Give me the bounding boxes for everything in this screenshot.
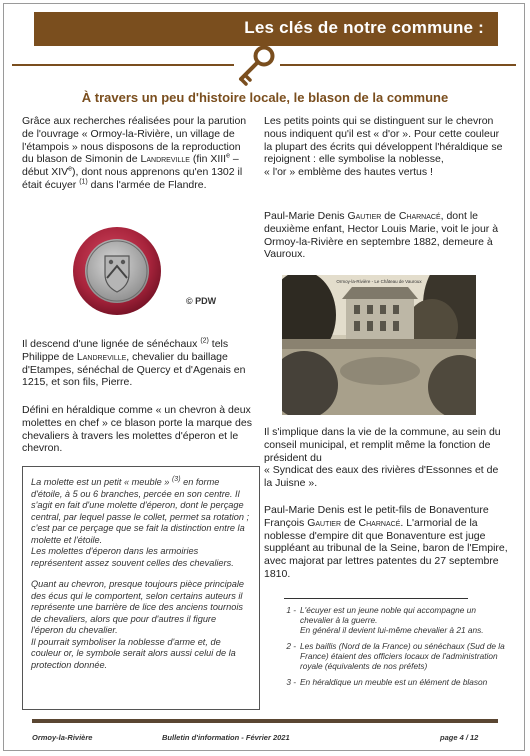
footer-page-number: page 4 / 12 (440, 733, 479, 742)
left-paragraph-3: Défini en héraldique comme « un chevron à deux molettes en chef » ce blason porte la marque des chevaliers à travers les molettes d'éperon et le chevron. (22, 404, 252, 455)
photo-credit: © PDW (186, 296, 217, 306)
divider-left (12, 64, 234, 66)
section-subtitle: À travers un peu d'histoire locale, le blason de la commune (81, 90, 449, 105)
left-paragraph-1: Grâce aux recherches réalisées pour la parution de l'ouvrage « Ormoy-la-Rivière, un village de l'étampois » nous disposons de la reproduction du blason de Simonin de Landreville (fin XIIIe – début XIVe), dont nous apprenons qu'en 1302 il était écuyer $^{(1)}$ dans l'armée de Flandre. (22, 115, 247, 191)
left-paragraph-2: Il descend d'une lignée de sénéchaux $^{(2)}$ tels Philippe de Landreville, chevalier du baillage d'Etampes, sénéchal de Quercy et d'Agenais en 1215, et son fils, Pierre. (22, 337, 246, 389)
right-paragraph-3: Il s'implique dans la vie de la commune, au sein du conseil municipal, et remplit même la fonction de président du « Syndicat des eaux des rivières d'Essonnes et de la Juisne ». (264, 426, 501, 490)
right-paragraph-2: Paul-Marie Denis Gautier de Charnacé, dont le deuxième enfant, Hector Louis Marie, voit le jour à Ormoy-la-Rivière en septembre 1882, demeure à Vauroux. (264, 210, 499, 261)
photo-caption: Ormoy-la-Rivière - Le Château de Vauroux (336, 279, 422, 284)
heraldry-explanation-box: La molette est un petit « meuble » $^{(3)}$ en forme d'étoile, à 5 ou 6 branches, percée en son centre. Il s'agit en fait d'une molette d'éperon, dont le perçage central, par lequel passe le collet, permet sa rotation ; c'est par ce perçage que se fait la distinction entre la molette et l'étoile. Les molettes d'éperon dans les armoiries représentent assez souvent celles des chevaliers. Quant au chevron, presque toujours pièce principale des écus qui le comportent, selon certains auteurs il représente une barrière de lice des anciens tournois de chevaliers, alors que pour d'autres il figure l'éperon du chevalier. Il pourrait symboliser la noblesse d'arme et, de couleur or, le symbole serait alors aussi celui de la protection donnée. (22, 466, 260, 710)
divider-right (280, 64, 516, 66)
right-paragraph-4: Paul-Marie Denis est le petit-fils de Bonaventure François Gautier de Charnacé. L'armorial de la noblesse d'empire dit que Bonaventure est juge suppléant au tribunal de la Seine, baron de l'Empire, avec majorat par lettres patentes du 27 septembre 1810. (264, 504, 508, 580)
footer-bulletin: Bulletin d'information - Février 2021 (162, 733, 290, 742)
footnote-item: 3 - En héraldique un meuble est un élément de blason (286, 677, 488, 687)
chateau-postcard-image (282, 275, 476, 415)
right-paragraph-1: Les petits points qui se distinguent sur le chevron nous indiquent qu'il est « d'or ». Pour cette couleur la plupart des écrits qui développent l'héraldique se rejoignent : elle symbolise la noblesse, « l'or » emblème des hautes vertus ! (264, 115, 503, 179)
footer-town: Ormoy-la-Rivière (32, 733, 93, 742)
key-icon (232, 43, 278, 87)
page-title: Les clés de notre commune : (244, 18, 484, 37)
footer-divider (32, 719, 498, 723)
header-banner (34, 12, 498, 46)
footnotes (282, 598, 508, 693)
footnote-item: 2 - Les baillis (Nord de la France) ou sénéchaux (Sud de la France) étaient des officiers locaux de l'administration royale (équivalents de nos préfets) (286, 641, 505, 671)
chateau-photo (282, 275, 476, 415)
footnote-item: 1 - L'écuyer est un jeune noble qui accompagne un chevalier à la guerre. En général il devient lui-même chevalier à 21 ans. (286, 605, 484, 635)
coat-of-arms-seal-image (72, 226, 162, 316)
footnote-divider (284, 598, 468, 599)
